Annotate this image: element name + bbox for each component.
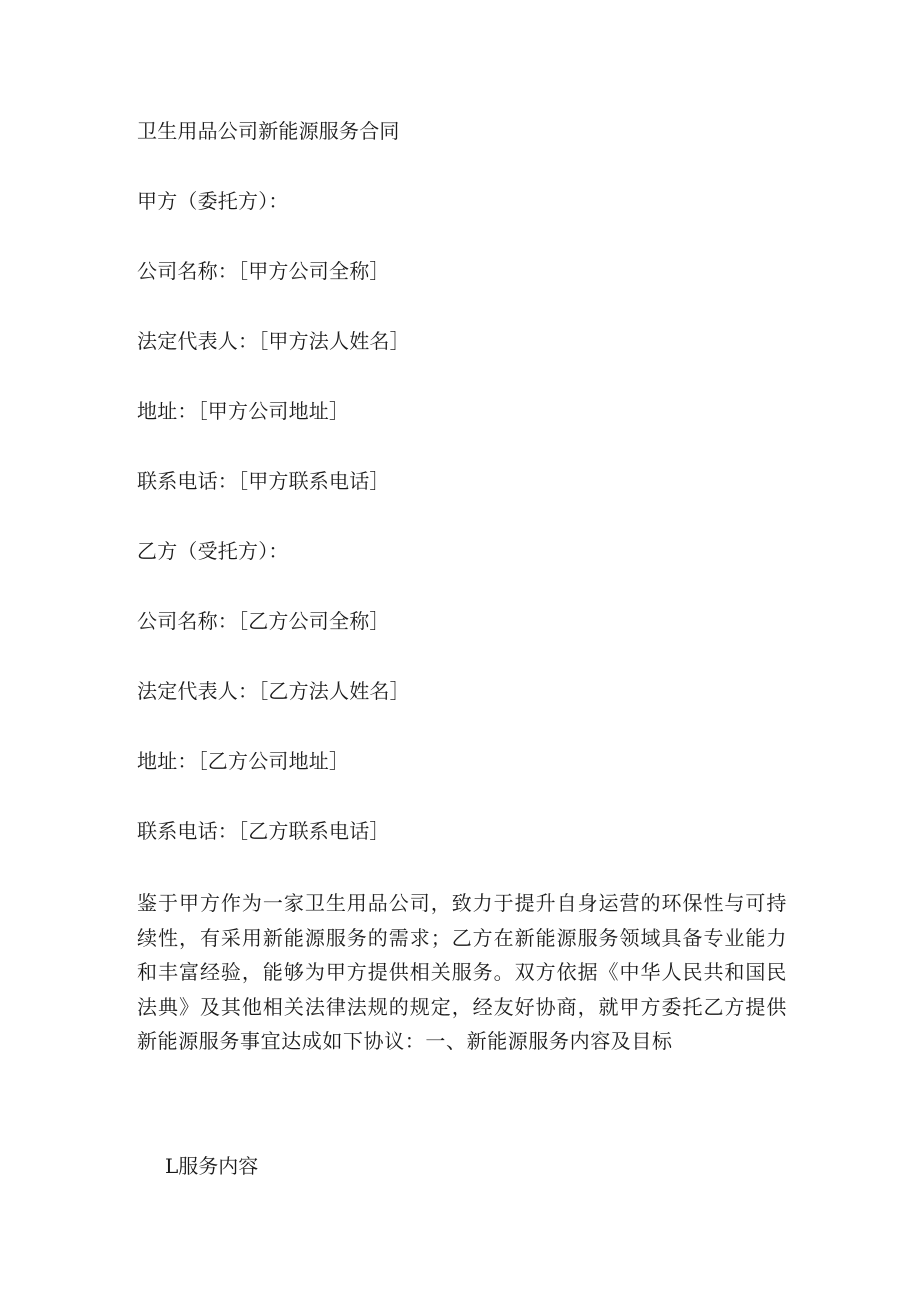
party-a-address: 地址：［甲方公司地址］ [137,399,350,423]
party-b-address: 地址：［乙方公司地址］ [137,749,350,773]
document-body [137,116,797,1059]
subsection-number: L [165,1154,179,1178]
preamble-paragraph: 鉴于甲方作为一家卫生用品公司，致力于提升自身运营的环保性与可持续性，有采用新能源服务的需求；乙方在新能源服务领域具备专业能力和丰富经验，能够为甲方提供相关服务。双方依据《中华人民共和国民法典》及其他相关法律法规的规定，经友好协商，就甲方委托乙方提供新能源服务事宜达成如下协议：一、新能源服务内容及目标 [137,891,787,1054]
subsection-label: 服务内容 [178,1154,259,1178]
party-b-phone: 联系电话：［乙方联系电话］ [137,819,390,843]
document-title: 卫生用品公司新能源服务合同 [137,119,400,143]
party-b-company-name: 公司名称：［乙方公司全称］ [137,609,390,633]
subsection-heading [165,1151,258,1181]
party-a-legal-rep: 法定代表人：［甲方法人姓名］ [137,329,410,353]
party-b-legal-rep: 法定代表人：［乙方法人姓名］ [137,679,410,703]
party-b-heading: 乙方（受托方）： [137,539,289,563]
party-a-phone: 联系电话：［甲方联系电话］ [137,469,390,493]
party-a-heading: 甲方（委托方）： [137,189,289,213]
party-a-company-name: 公司名称：［甲方公司全称］ [137,259,390,283]
